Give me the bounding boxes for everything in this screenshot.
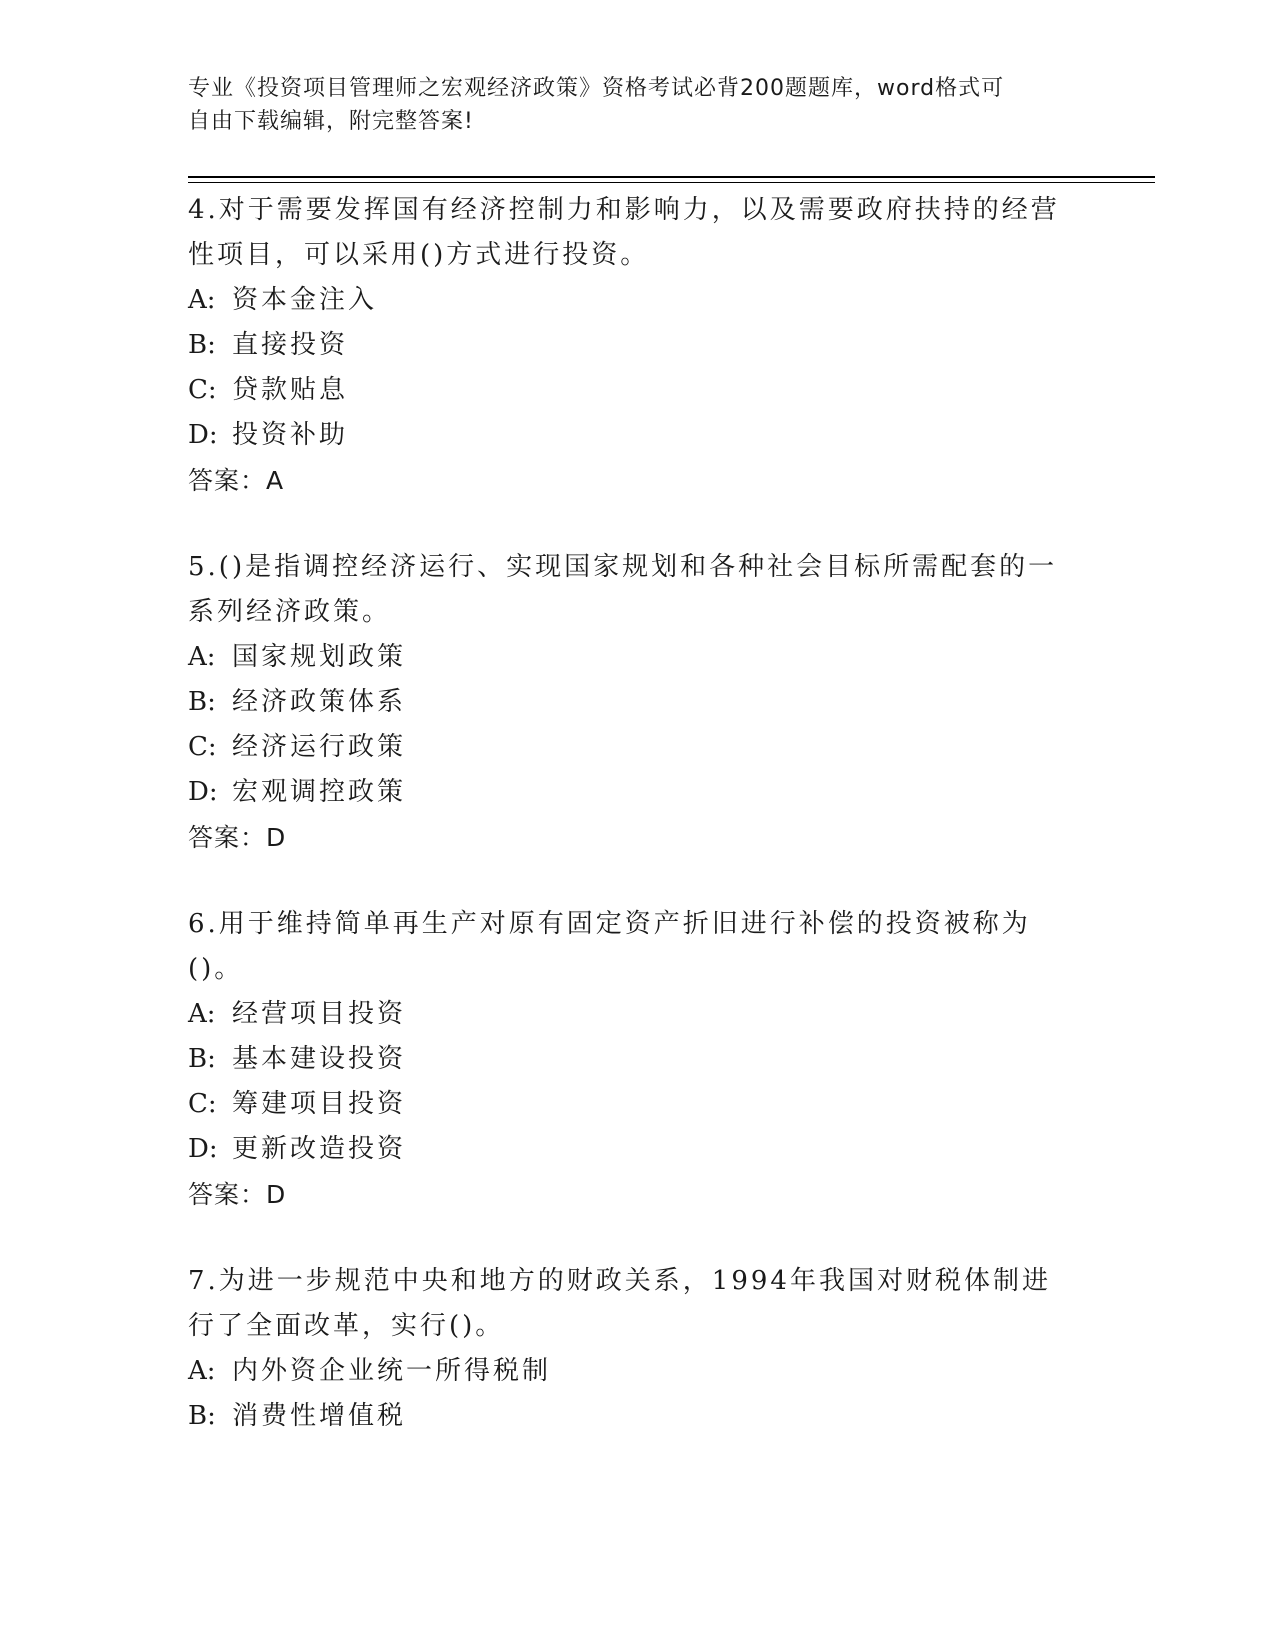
option-text: 筹建项目投资 <box>232 1089 407 1119</box>
option-letter: C: <box>188 375 217 405</box>
option-letter: D: <box>188 420 218 450</box>
option-text: 消费性增值税 <box>232 1401 407 1431</box>
question-6 <box>188 902 1068 1217</box>
option-text: 投资补助 <box>232 420 349 450</box>
option-c <box>188 725 1068 770</box>
option-c <box>188 1082 1068 1127</box>
option-letter: C: <box>188 732 217 762</box>
option-b <box>188 680 1068 725</box>
option-letter: B: <box>188 1044 216 1074</box>
option-letter: A: <box>188 1356 216 1386</box>
option-letter: B: <box>188 687 216 717</box>
option-c <box>188 368 1068 413</box>
option-letter: A: <box>188 642 216 672</box>
option-d <box>188 770 1068 815</box>
question-7 <box>188 1259 1068 1439</box>
option-text: 直接投资 <box>232 330 349 360</box>
option-a <box>188 992 1068 1037</box>
answer: 答案：A <box>188 466 285 495</box>
option-d <box>188 413 1068 458</box>
question-text: 6.用于维持简单再生产对原有固定资产折旧进行补偿的投资被称为()。 <box>188 909 1031 984</box>
option-text: 经营项目投资 <box>232 999 407 1029</box>
question-text: 7.为进一步规范中央和地方的财政关系，1994年我国对财税体制进行了全面改革，实行()。 <box>188 1266 1051 1341</box>
header-divider-thin <box>188 182 1155 183</box>
option-text: 宏观调控政策 <box>232 777 407 807</box>
option-text: 内外资企业统一所得税制 <box>232 1356 552 1386</box>
option-letter: D: <box>188 777 218 807</box>
option-text: 贷款贴息 <box>232 375 349 405</box>
option-letter: A: <box>188 285 216 315</box>
option-text: 更新改造投资 <box>232 1134 407 1164</box>
answer: 答案：D <box>188 823 287 852</box>
option-text: 资本金注入 <box>232 285 378 315</box>
option-letter: B: <box>188 330 216 360</box>
question-4 <box>188 188 1068 503</box>
document-header <box>188 72 1068 138</box>
option-text: 基本建设投资 <box>232 1044 407 1074</box>
question-list <box>188 188 1068 1481</box>
question-text: 5.()是指调控经济运行、实现国家规划和各种社会目标所需配套的一系列经济政策。 <box>188 552 1058 627</box>
option-b <box>188 1037 1068 1082</box>
header-line-1: 专业《投资项目管理师之宏观经济政策》资格考试必背200题题库，word格式可 <box>188 76 1005 101</box>
header-line-2: 自由下载编辑，附完整答案! <box>188 109 474 134</box>
option-letter: A: <box>188 999 216 1029</box>
option-text: 国家规划政策 <box>232 642 407 672</box>
option-d <box>188 1127 1068 1172</box>
option-a <box>188 1349 1068 1394</box>
option-letter: B: <box>188 1401 216 1431</box>
header-divider-thick <box>188 176 1155 178</box>
option-a <box>188 635 1068 680</box>
option-b <box>188 1394 1068 1439</box>
answer: 答案：D <box>188 1180 287 1209</box>
question-text: 4.对于需要发挥国有经济控制力和影响力，以及需要政府扶持的经营性项目，可以采用()方式进行投资。 <box>188 195 1060 270</box>
option-text: 经济运行政策 <box>232 732 407 762</box>
option-letter: D: <box>188 1134 218 1164</box>
option-text: 经济政策体系 <box>232 687 407 717</box>
question-5 <box>188 545 1068 860</box>
option-b <box>188 323 1068 368</box>
option-a <box>188 278 1068 323</box>
option-letter: C: <box>188 1089 217 1119</box>
